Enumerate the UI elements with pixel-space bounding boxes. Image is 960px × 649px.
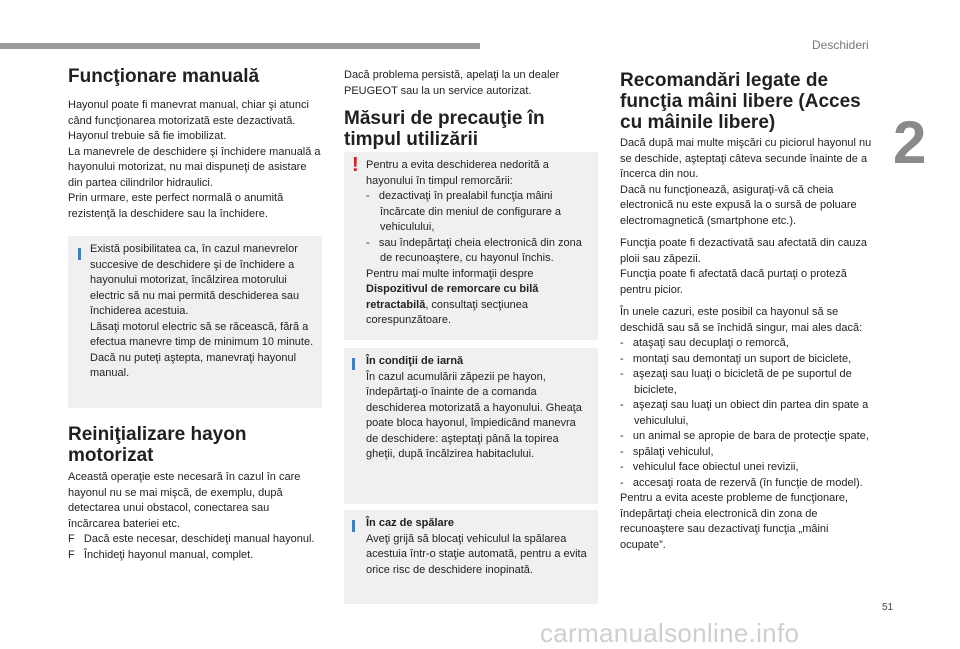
list-item: - vehiculul face obiectul unei revizii, xyxy=(620,461,799,473)
paragraph: Hayonul poate fi manevrat manual, chiar şi atunci când funcţionarea motorizată este dezactivată. xyxy=(68,99,309,127)
paragraph: Dacă nu funcţionează, asiguraţi-vă că cheia electronică nu este expusă la o sursă de poluare electromagnetică (smartphone etc.). xyxy=(620,183,857,227)
bullet-icon: F xyxy=(68,548,75,561)
watermark: carmanualsonline.info xyxy=(540,618,800,648)
warning-box-towing xyxy=(344,152,598,340)
list-item: - accesaţi roata de rezervă (în funcţie de model). xyxy=(620,476,863,489)
heading-hands-free: Recomandări legate de funcţia mâini libere (Acces cu mâinile libere) xyxy=(620,70,861,133)
list-item: - dezactivaţi în prealabil funcţia mâini încărcate din meniul de configurare a vehiculului, xyxy=(366,190,561,233)
paragraph: Dacă după mai multe mişcări cu piciorul hayonul nu se deschide, aşteptaţi câteva secunde înainte de a încerca din nou. xyxy=(620,137,872,180)
header-bar xyxy=(0,43,480,49)
paragraph: Funcţia poate fi afectată dacă purtaţi o proteză pentru picior. xyxy=(620,268,847,296)
heading-manual-operation: Funcţionare manuală xyxy=(68,66,260,87)
paragraph: Există posibilitatea ca, în cazul manevrelor succesive de deschidere şi de închidere a hayonului motorizat, încălzirea motorului electric să nu mai permită deschiderea sau închiderea acestuia. xyxy=(90,243,300,317)
persist-text: Dacă problema persistă, apelaţi la un dealer PEUGEOT sau la un service autorizat. xyxy=(344,69,560,97)
paragraph: În unele cazuri, este posibil ca hayonul să se deschidă sau să se închidă singur, mai ales dacă: xyxy=(620,306,863,334)
list-item: - aşezaţi sau luaţi un obiect din partea din spate a vehiculului, xyxy=(620,399,869,427)
box-title: În condiţii de iarnă xyxy=(366,355,464,367)
info-box-washing xyxy=(344,510,598,604)
paragraph: Pentru a evita aceste probleme de funcţionare, îndepărtaţi cheia electronică din zona de recunoaştere sau dezactivaţi funcţia „mâini ocupate”. xyxy=(620,492,849,551)
info-icon xyxy=(352,358,355,374)
paragraph: În cazul acumulării zăpezii pe hayon, îndepărtaţi-o înainte de a comanda deschiderea motorizată a hayonului. Gheaţa poate bloca hayonul, împiedicând manevra de deschidere: aşteptaţi până la topirea gheţii, după încălzirea habitaclului. xyxy=(366,370,582,460)
paragraph: Hayonul trebuie să fie imobilizat. xyxy=(68,130,227,142)
paragraph: Pentru a evita deschiderea nedorită a hayonului în timpul remorcării: xyxy=(366,159,549,187)
warning-icon: ! xyxy=(352,154,359,176)
info-box-overheat xyxy=(68,236,322,408)
paragraph: Dacă nu puteţi aştepta, manevraţi hayonul manual. xyxy=(90,351,297,379)
box-title: În caz de spălare xyxy=(366,517,455,529)
manual-operation-text xyxy=(68,98,322,222)
list-item: - spălaţi vehiculul, xyxy=(620,445,714,458)
heading-precautions: Măsuri de precauţie în timpul utilizării xyxy=(344,108,545,150)
list-item: - ataşaţi sau decuplaţi o remorcă, xyxy=(620,337,789,349)
paragraph: Lăsaţi motorul electric să se răcească, fără a efectua manevre timp de minimum 10 minute. xyxy=(90,320,314,348)
list-item: F Dacă este necesar, deschideţi manual hayonul. xyxy=(68,533,315,545)
page-number: 51 xyxy=(882,602,894,613)
bullet-icon: F xyxy=(68,533,75,545)
paragraph: Aveţi grijă să blocaţi vehiculul la spălarea acestuia într-o staţie automată, pentru a evita orice risc de deschidere inopinată. xyxy=(366,532,587,576)
chapter-number: 2 xyxy=(893,109,927,176)
info-icon xyxy=(352,520,355,536)
list-item: - un animal se apropie de bara de protecţie spate, xyxy=(620,430,869,442)
list-item: - aşezaţi sau luaţi o bicicletă de pe suportul de biciclete, xyxy=(620,368,852,396)
paragraph: La manevrele de deschidere şi închidere manuală a hayonului motorizat, nu mai dispuneţi de asistare din partea cilindrilor hidraulici. xyxy=(68,145,321,189)
paragraph: Această operaţie este necesară în cazul în care hayonul nu se mai mişcă, de exemplu, după detectarea unui obstacol, conectarea sau încărcarea bateriei etc. xyxy=(68,471,301,530)
section-name: Deschideri xyxy=(812,38,869,52)
hands-free-text xyxy=(620,136,876,553)
info-box-winter xyxy=(344,348,598,504)
paragraph: Funcţia poate fi dezactivată sau afectată din cauza ploii sau zăpezii. xyxy=(620,237,868,265)
list-item: - montaţi sau demontaţi un suport de biciclete, xyxy=(620,352,852,365)
reset-text xyxy=(68,470,322,563)
heading-reset: Reiniţializare hayon motorizat xyxy=(68,424,247,466)
list-item: - sau îndepărtaţi cheia electronică din zona de recunoaştere, cu hayonul închis. xyxy=(366,236,582,264)
list-item: F Închideţi hayonul manual, complet. xyxy=(68,548,254,561)
info-icon xyxy=(78,248,81,264)
paragraph: Prin urmare, este perfect normală o anumită rezistenţă la deschidere sau la închidere. xyxy=(68,192,284,220)
paragraph: Pentru mai multe informaţii despre Dispozitivul de remorcare cu bilă retractabilă, consultaţi secţiunea corespunzătoare. xyxy=(366,267,539,326)
